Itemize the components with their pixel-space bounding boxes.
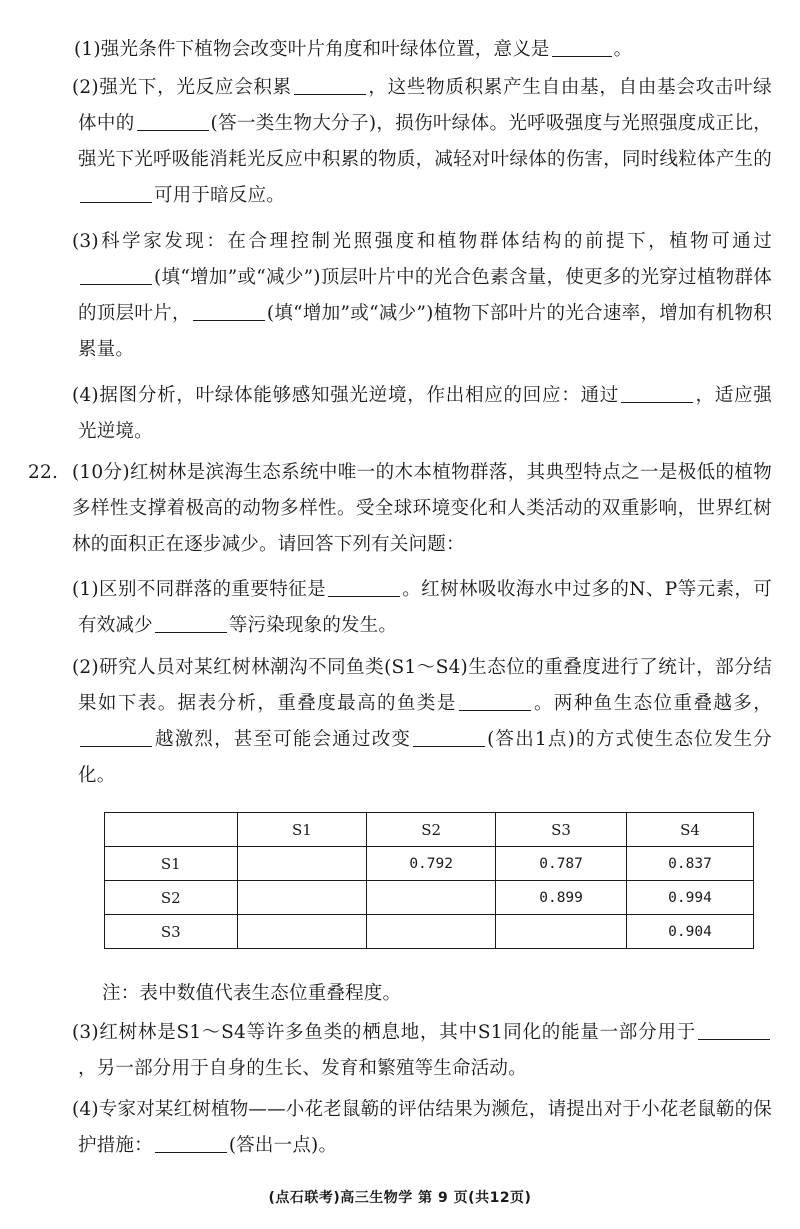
table-cell: 0.904 [627, 915, 754, 949]
answer-blank[interactable] [80, 182, 152, 203]
table-cell: 0.792 [367, 847, 496, 881]
table-cell: 0.994 [627, 881, 754, 915]
answer-blank[interactable] [698, 1019, 770, 1040]
answer-blank[interactable] [137, 110, 209, 131]
table-row-label: S1 [105, 847, 238, 881]
answer-blank[interactable] [193, 300, 265, 321]
page-footer: (点石联考)高三生物学 第 9 页(共12页) [268, 1190, 532, 1206]
niche-overlap-table [104, 812, 754, 949]
q22-number: 22. [28, 462, 59, 483]
table-cell [367, 881, 496, 915]
q22-stem: (10分)红树林是滨海生态系统中唯一的木本植物群落，其典型特点之一是极低的植物多样性支撑着极高的动物多样性。受全球环境变化和人类活动的双重影响，世界红树林的面积正在逐步减少。请回答下列有关问题： [72, 462, 772, 555]
answer-blank[interactable] [80, 264, 152, 285]
answer-blank[interactable] [294, 74, 366, 95]
table-header-cell: S1 [237, 813, 367, 847]
q21-part1: (1)强光条件下植物会改变叶片角度和叶绿体位置，意义是 。 [74, 32, 764, 68]
table-cell [496, 915, 627, 949]
table-header-cell: S2 [367, 813, 496, 847]
table-header-row [105, 813, 754, 847]
answer-blank[interactable] [155, 612, 227, 633]
q21-part3: (3)科学家发现：在合理控制光照强度和植物群体结构的前提下，植物可通过(填“增加”或“减少”)顶层叶片中的光合色素含量，使更多的光穿过植物群体的顶层叶片， (填“增加”或“减少”)植物下部叶片的光合速率，增加有机物积累量。 [72, 231, 772, 360]
table-cell: 0.787 [496, 847, 627, 881]
q21-part2: (2)强光下，光反应会积累 ，这些物质积累产生自由基，自由基会攻击叶绿体中的 (答一类生物大分子)，损伤叶绿体。光呼吸强度与光照强度成正比，强光下光呼吸能消耗光反应中积累的物质，减轻对叶绿体的伤害，同时线粒体产生的可用于暗反应。 [78, 70, 772, 214]
q22-part2: (2)研究人员对某红树林潮沟不同鱼类(S1～S4)生态位的重叠度进行了统计，部分结果如下表。据表分析，重叠度最高的鱼类是 。两种鱼生态位重叠越多，越激烈，甚至可能会通过改变 (答出1点)的方式使生态位发生分化。 [72, 657, 772, 786]
table-header-cell [105, 813, 238, 847]
q21-part4: (4)据图分析，叶绿体能够感知强光逆境，作出相应的回应：通过 ，适应强光逆境。 [78, 378, 772, 450]
table-cell: 0.837 [627, 847, 754, 881]
answer-blank[interactable] [413, 726, 485, 747]
answer-blank[interactable] [621, 382, 693, 403]
answer-blank[interactable] [328, 576, 400, 597]
answer-blank[interactable] [459, 690, 531, 711]
table-note: 注：表中数值代表生态位重叠程度。 [102, 983, 402, 1004]
q22-part3: (3)红树林是S1～S4等许多鱼类的栖息地，其中S1同化的能量一部分用于，另一部分用于自身的生长、发育和繁殖等生命活动。 [78, 1015, 772, 1087]
table-cell [237, 881, 367, 915]
table-row-label: S3 [105, 915, 238, 949]
q22-part4: (4)专家对某红树植物——小花老鼠簕的评估结果为濒危，请提出对于小花老鼠簕的保护措施： (答出一点)。 [72, 1099, 773, 1156]
answer-blank[interactable] [80, 726, 152, 747]
q22-part1: (1)区别不同群落的重要特征是 。红树林吸收海水中过多的N、P等元素，可有效减少 等污染现象的发生。 [78, 572, 772, 644]
table-row [105, 915, 754, 949]
table-header-cell: S4 [627, 813, 754, 847]
table-row [105, 881, 754, 915]
table-cell [237, 847, 367, 881]
answer-blank[interactable] [155, 1132, 227, 1153]
table-row [105, 847, 754, 881]
table-cell: 0.899 [496, 881, 627, 915]
table-cell [367, 915, 496, 949]
table-cell [237, 915, 367, 949]
table-row-label: S2 [105, 881, 238, 915]
table-header-cell: S3 [496, 813, 627, 847]
answer-blank[interactable] [552, 36, 612, 57]
